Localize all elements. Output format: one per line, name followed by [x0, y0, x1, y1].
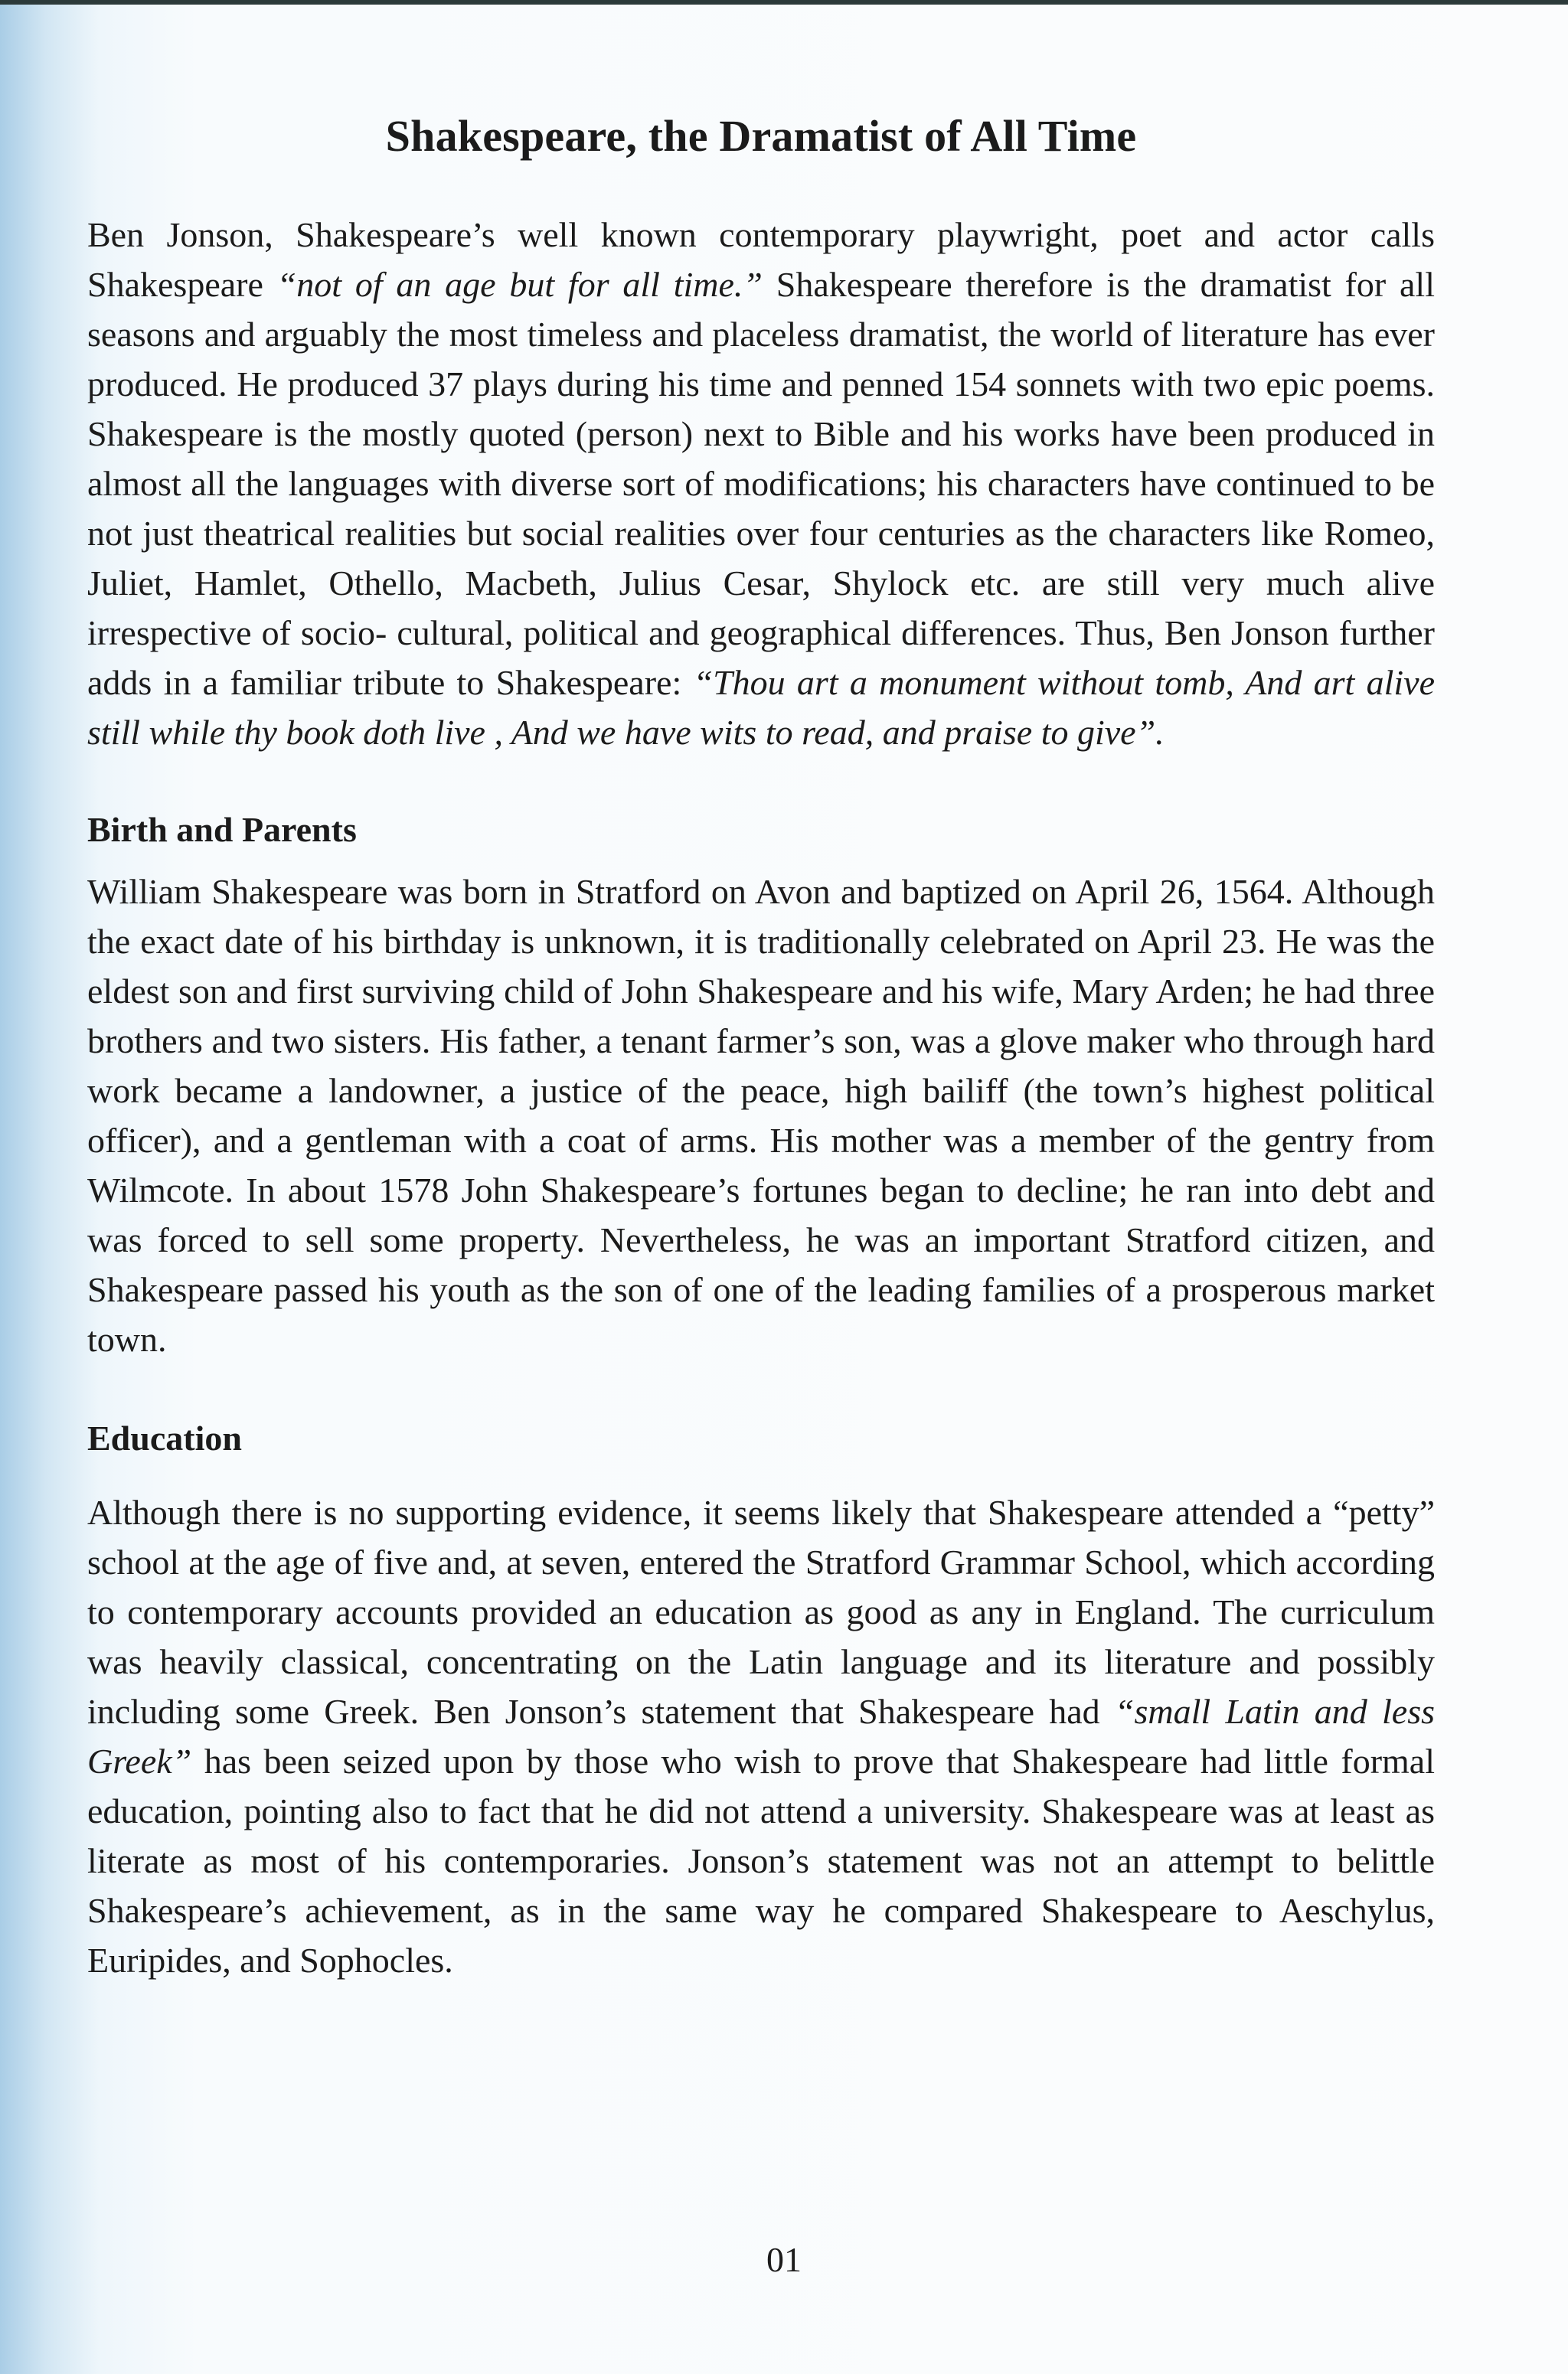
intro-paragraph — [87, 210, 1435, 757]
education-quote: “small Latin and less Greek” — [87, 1692, 1435, 1781]
page-number: 01 — [766, 2240, 802, 2279]
intro-text-1: Ben Jonson, Shakespeare’s well known contemporary playwright, poet and actor calls Shakespeare — [87, 215, 1435, 304]
education-paragraph — [87, 1487, 1435, 1985]
document-page — [87, 106, 1435, 1985]
page-title: Shakespeare, the Dramatist of All Time — [385, 111, 1137, 161]
page-top-edge — [0, 0, 1568, 5]
intro-text-2: Shakespeare therefore is the dramatist for all seasons and arguably the most timeless and placeless dramatist, the world of literature has ever produced. He produced 37 plays during his time and penned 154 sonnets with two epic poems. Shakespeare is the mostly quoted (person) next to Bible and his works have been produced in almost all the languages with diverse sort of modifications; his characters have continued to be not just theatrical realities but social realities over four centuries as the characters like Romeo, Juliet, Hamlet, Othello, Macbeth, Julius Cesar, Shylock etc. are still very much alive irrespective of socio- cultural, political and geographical differences. Thus, Ben Jonson further adds in a familiar tribute to Shakespeare: — [87, 265, 1435, 702]
education-text-2: has been seized upon by those who wish to prove that Shakespeare had little formal education, pointing also to fact that he did not attend a university. Shakespeare was at least as literate as most of his contemporaries. Jonson’s statement was not an attempt to belittle Shakespeare’s achievement, as in the same way he compared Shakespeare to Aeschylus, Euripides, and Sophocles. — [87, 1742, 1435, 1980]
intro-quote-1: “not of an age but for all time.” — [276, 265, 763, 304]
birth-heading: Birth and Parents — [87, 810, 357, 849]
education-text-1: Although there is no supporting evidence, it seems likely that Shakespeare attended a “petty” school at the age of five and, at seven, entered the Stratford Grammar School, which according to contemporary accounts provided an education as good as any in England. The curriculum was heavily classical, concentrating on the Latin language and its literature and possibly including some Greek. Ben Jonson’s statement that Shakespeare had — [87, 1493, 1435, 1731]
birth-paragraph: William Shakespeare was born in Stratford on Avon and baptized on April 26, 1564. Although the exact date of his birthday is unknown, it is traditionally celebrated on April 23. He was the eldest son and first surviving child of John Shakespeare and his wife, Mary Arden; he had three brothers and two sisters. His father, a tenant farmer’s son, was a glove maker who through hard work became a landowner, a justice of the peace, high bailiff (the town’s highest political officer), and a gentleman with a coat of arms. His mother was a member of the gentry from Wilmcote. In about 1578 John Shakespeare’s fortunes began to decline; he ran into debt and was forced to sell some property. Nevertheless, he was an important Stratford citizen, and Shakespeare passed his youth as the son of one of the leading families of a prosperous market town. — [87, 872, 1435, 1359]
intro-quote-2: “Thou art a monument without tomb, And art alive still while thy book doth live , And we have wits to read, and praise to give”. — [87, 663, 1435, 752]
education-heading: Education — [87, 1419, 242, 1458]
